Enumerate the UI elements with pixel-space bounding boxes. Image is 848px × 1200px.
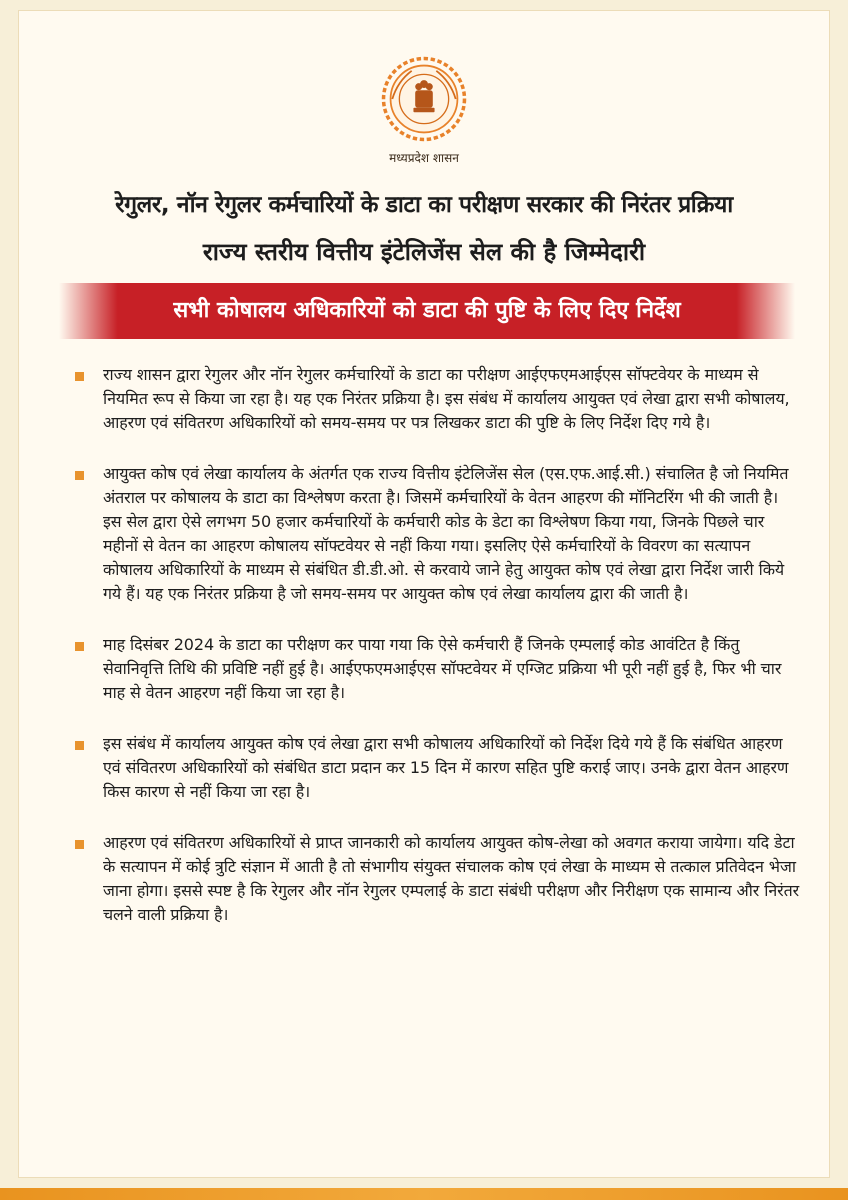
directive-banner	[59, 283, 795, 339]
square-bullet-icon	[75, 372, 84, 381]
point-text: माह दिसंबर 2024 के डाटा का परीक्षण कर पाया गया कि ऐसे कर्मचारी हैं जिनके एम्पलाई कोड आवंटित है किंतु सेवानिवृत्ति तिथि की प्रविष्टि नहीं हुई है। आईएफएमआईएस सॉफ्टवेयर में एग्जिट प्रक्रिया भी पूरी नहीं हुई है, फिर भी चार माह से वेतन आहरण नहीं किया जा रहा है।	[103, 635, 782, 702]
banner-text: सभी कोषालय अधिकारियों को डाटा की पुष्टि के लिए दिए निर्देश	[173, 298, 681, 323]
square-bullet-icon	[75, 840, 84, 849]
point-text: आहरण एवं संवितरण अधिकारियों से प्राप्त जानकारी को कार्यालय आयुक्त कोष-लेखा को अवगत कराया जायेगा। यदि डेटा के सत्यापन में कोई त्रुटि संज्ञान में आती है तो संभागीय संयुक्त संचालक कोष एवं लेखा के माध्यम से तत्काल प्रतिवेदन भेजा जाना होगा। इससे स्पष्ट है कि रेगुलर और नॉन रेगुलर एम्पलाई के डाटा संबंधी परीक्षण और निरीक्षण एक सामान्य और निरंतर चलने वाली प्रक्रिया है।	[103, 833, 800, 924]
square-bullet-icon	[75, 642, 84, 651]
govt-label: मध्यप्रदेश शासन	[389, 151, 459, 165]
point-text: आयुक्त कोष एवं लेखा कार्यालय के अंतर्गत एक राज्य वित्तीय इंटेलिजेंस सेल (एस.एफ.आई.सी.) संचालित है जो नियमित अंतराल पर कोषालय के डाटा का विश्लेषण करता है। जिसमें कर्मचारियों के वेतन आहरण की मॉनिटरिंग भी की जाती है। इस सेल द्वारा ऐसे लगभग 50 हजार कर्मचारियों के कर्मचारी कोड के डेटा का विश्लेषण किया गया, जिनके पिछले चार महीनों से वेतन का आहरण कोषालय सॉफ्टवेयर से नहीं किया गया। इसलिए ऐसे कर्मचारियों के विवरण का सत्यापन कोषालय अधिकारियों के माध्यम से संबंधित डी.डी.ओ. से करवाये जाने हेतु आयुक्त कोष एवं लेखा द्वारा निर्देश जारी किये गये हैं। यह एक निरंतर प्रक्रिया है जो समय-समय पर आयुक्त कोष एवं लेखा कार्यालय द्वारा की जाती है।	[103, 464, 789, 603]
list-item	[71, 831, 801, 927]
bottom-accent-bar	[0, 1188, 848, 1200]
list-item	[71, 633, 801, 705]
list-item	[71, 363, 801, 435]
point-text: इस संबंध में कार्यालय आयुक्त कोष एवं लेखा द्वारा सभी कोषालय अधिकारियों को निर्देश दिये गये हैं कि संबंधित आहरण एवं संवितरण अधिकारियों को संबंधित डाटा प्रदान कर 15 दिन में कारण सहित पुष्टि कराई जाए। उनके द्वारा वेतन आहरण किस कारण से नहीं किया जा रहा है।	[103, 734, 789, 801]
document-page	[18, 10, 830, 1178]
emblem-wrapper	[19, 55, 829, 147]
headline-line-1: रेगुलर, नॉन रेगुलर कर्मचारियों के डाटा का परीक्षण सरकार की निरंतर प्रक्रिया	[115, 192, 733, 218]
mp-government-emblem-icon	[380, 55, 468, 143]
point-text: राज्य शासन द्वारा रेगुलर और नॉन रेगुलर कर्मचारियों के डाटा का परीक्षण आईएफएमआईएस सॉफ्टवेयर के माध्यम से नियमित रूप से किया जा रहा है। यह एक निरंतर प्रक्रिया है। इस संबंध में कार्यालय आयुक्त एवं लेखा द्वारा सभी कोषालय, आहरण एवं संवितरण अधिकारियों को समय-समय पर पत्र लिखकर डाटा की पुष्टि के लिए निर्देश दिए गये है।	[103, 365, 790, 432]
headline-line-2: राज्य स्तरीय वित्तीय इंटेलिजेंस सेल की है जिम्मेदारी	[202, 238, 646, 266]
points-list	[71, 363, 801, 954]
square-bullet-icon	[75, 741, 84, 750]
square-bullet-icon	[75, 471, 84, 480]
list-item	[71, 462, 801, 606]
list-item	[71, 732, 801, 804]
